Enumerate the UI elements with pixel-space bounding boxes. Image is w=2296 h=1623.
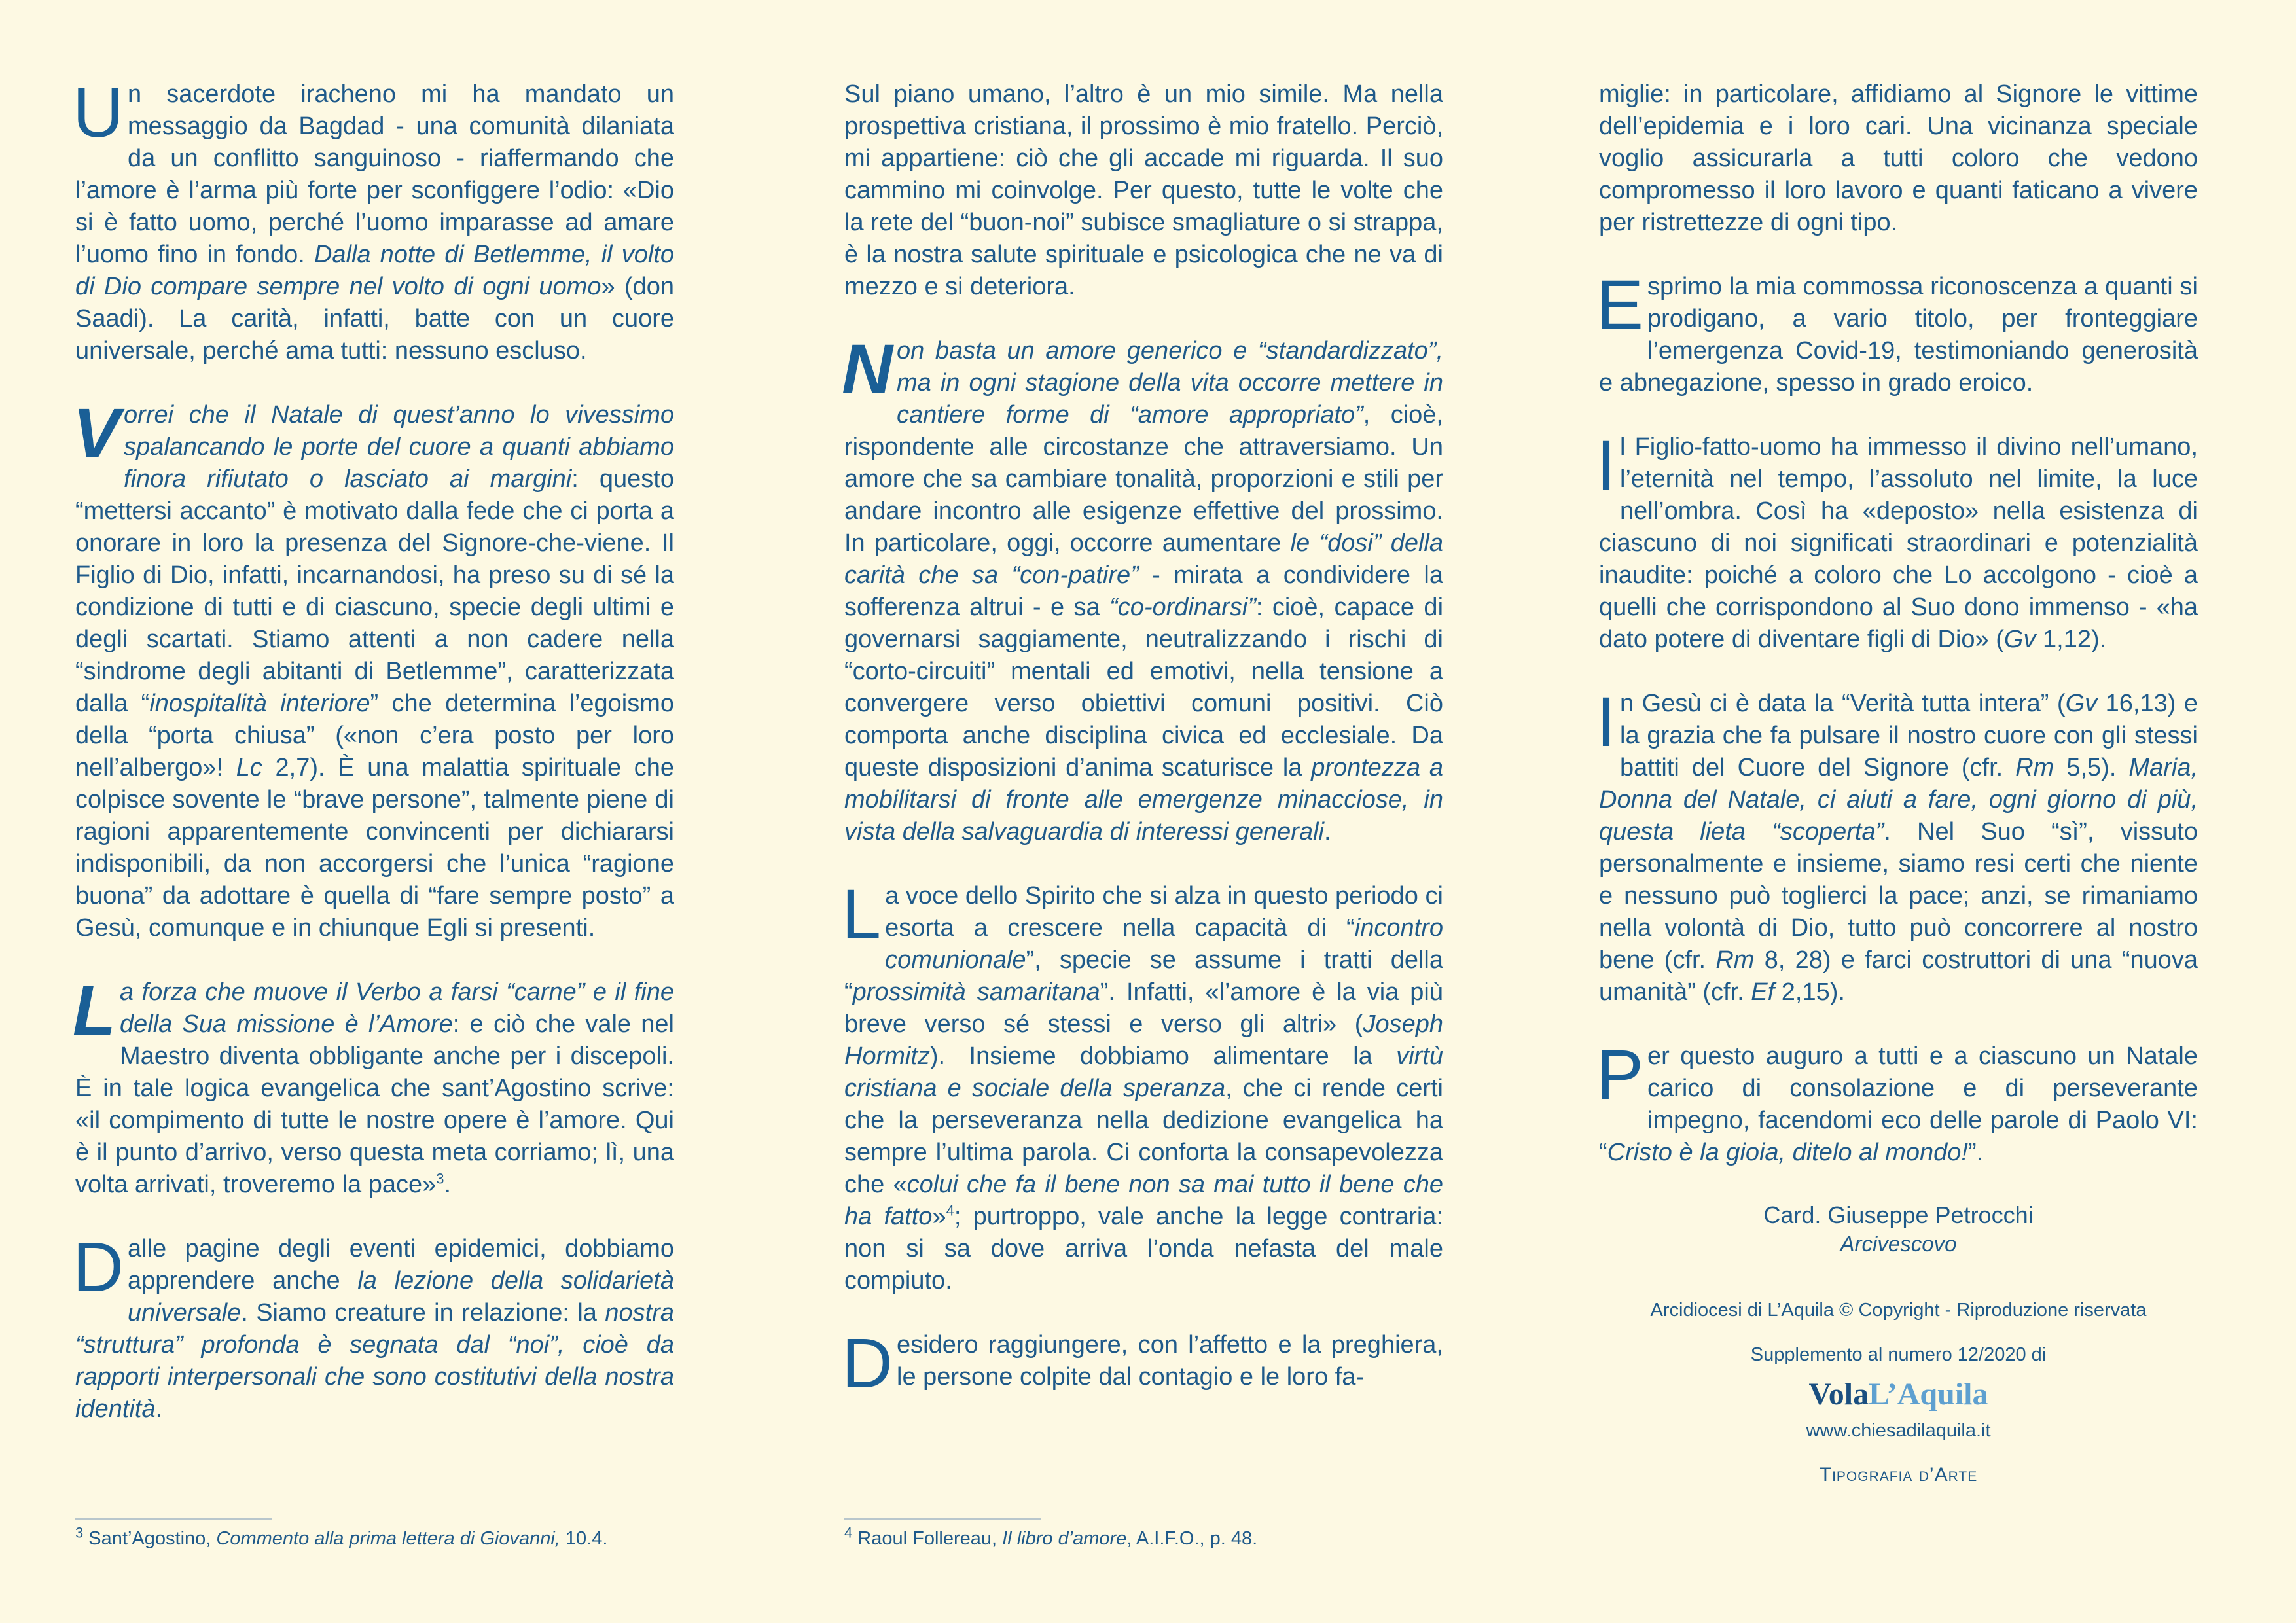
footnote-number: 3 [75, 1524, 84, 1541]
text: 8, 28) e farci costruttori di una “nuova umanità” (cfr. [1599, 946, 2198, 1006]
drop-cap: U [73, 73, 124, 152]
drop-cap: E [1596, 265, 1644, 344]
text: : questo “mettersi accanto” è motivato dalla fede che ci porta a onorare in loro la presenza del Signore-che-viene. Il Figlio di Dio, infatti, incarnandosi, ha preso su di sé la condizione di tutti e di ciascuno, specie degli ultimi e degli scartati. Stiamo attenti a non cadere nella “sindrome degli abitanti di Betlemme”, caratterizzata dalla “ [75, 465, 674, 717]
italic-text: Cristo è la gioia, ditelo al mondo! [1607, 1139, 1968, 1166]
italic-text: Commento alla prima lettera di Giovanni, [216, 1528, 560, 1549]
text: , che ci rende certi che la perseveranza nella dedizione evangelica ha sempre l’ultima parola. Ci conforta la consapevolezza che « [844, 1075, 1443, 1198]
footnote-ref[interactable]: 3 [436, 1170, 444, 1187]
italic-text: incontro comunionale [885, 914, 1443, 974]
signature-block [1599, 1201, 2198, 1258]
printer-credit: Tipografia d’Arte [1819, 1464, 1978, 1486]
italic-text: Il libro d’amore [1002, 1528, 1127, 1549]
logo-part-2: L’Aquila [1869, 1377, 1988, 1412]
drop-cap: N [842, 329, 893, 408]
text: 1,12). [2036, 626, 2107, 653]
text: alle pagine degli eventi epidemici, dobbiamo apprendere anche [128, 1235, 674, 1294]
italic-text: nostra “struttura” profonda è segnata dal “noi”, cioè da rapporti interpersonali che sono costitutivi della nostra identità [75, 1299, 674, 1423]
paragraph [1596, 1035, 2198, 1169]
text: , cioè, rispondente alle circostanze che attraversiamo. Un amore che sa cambiare tonalità, proporzioni e stili per andare incontro alle esigenze effettive del prossimo. In particolare, oggi, occorre aumentare [844, 401, 1443, 557]
text: . Nel Suo “sì”, vissuto personalmente e insieme, siamo resi certi che niente e nessuno può toglierci la pace; anzi, se rimaniamo nella volontà di Dio, tutto può concorrere al nostro bene (cfr. [1599, 818, 2198, 974]
text: : e ciò che vale nel Maestro diventa obbligante anche per i discepoli. È in tale logica evangelica che sant’Agostino scrive: «il compimento di tutte le nostre opere è l’amore. Qui è il punto d’arrivo, verso questa meta corriamo; lì, una volta arrivati, troveremo la pace» [75, 1010, 674, 1198]
text: Raoul Follereau, [852, 1528, 1003, 1549]
text: . Siamo creature in relazione: la [241, 1299, 605, 1327]
supplement-notice: Supplemento al numero 12/2020 di [1750, 1344, 2047, 1365]
text: er questo auguro a tutti e a ciascuno un Natale carico di consolazione e di perseverante impegno, facendomi eco delle parole di Paolo VI: “ [1599, 1043, 2198, 1166]
column-1 [73, 73, 675, 1457]
text: esidero raggiungere, con l’affetto e la preghiera, le persone colpite dal contagio e le loro fa- [897, 1331, 1443, 1391]
footnote-ref[interactable]: 4 [946, 1202, 954, 1219]
drop-cap: P [1596, 1035, 1644, 1114]
drop-cap: D [842, 1323, 893, 1402]
text: a voce dello Spirito che si alza in questo periodo ci esorta a crescere nella capacità di “ [885, 882, 1443, 942]
italic-text: Dalla notte di Betlemme, il volto di Dio compare sempre nel volto di ogni uomo [75, 241, 674, 300]
signature-title: Arcivescovo [1840, 1232, 1957, 1256]
paragraph [1599, 79, 2198, 239]
text: 2,15). [1774, 978, 1845, 1006]
italic-text: orrei che il Natale di quest’anno lo vivessimo spalancando le porte del cuore a quanti abbiamo finora rifiutato o lasciato ai margini [124, 401, 674, 493]
italic-text: prossimità samaritana [852, 978, 1100, 1006]
drop-cap: I [1596, 682, 1617, 761]
text: ”. Infatti, «l’amore è la via più breve verso sé stessi e verso gli altri» ( [844, 978, 1444, 1038]
text: ). Insieme dobbiamo alimentare la [929, 1043, 1397, 1070]
drop-cap: V [73, 393, 120, 473]
text: - mirata a condividere la sofferenza altrui - e sa [844, 562, 1443, 621]
column-2 [844, 79, 1443, 1425]
text: l Figlio-fatto-uomo ha immesso il divino nell’umano, l’eternità nel tempo, l’assoluto nel limite, la luce nell’ombra. Così ha «deposto» nella esistenza di ciascuno di noi significati straordinari e potenzialità inaudite: poiché a coloro che Lo accolgono - cioè a quelli che corrispondono al Suo dono immenso - «ha dato potere di diventare figli di Dio» ( [1599, 433, 2198, 653]
copyright-notice: Arcidiocesi di L’Aquila © Copyright - Riproduzione riservata [1650, 1300, 2147, 1321]
italic-text: Rm [1715, 946, 1755, 974]
paragraph [73, 393, 675, 944]
paragraph [844, 79, 1443, 303]
logo-part-1: Vola [1808, 1377, 1869, 1412]
text: 2,7). È una malattia spirituale che colpisce sovente le “brave persone”, talmente piene di ragioni apparentemente convincenti per dichiararsi indisponibili, da non accorgersi che l’unica “ragione buona” da adottare è quella di “fare sempre posto” a Gesù, comunque e in chiunque Egli si presenti. [75, 754, 675, 942]
footnote-divider [75, 1518, 272, 1520]
text: 16,13) e la grazia che fa pulsare il nostro cuore con gli stessi battiti del Cuore del Signore (cfr. [1620, 690, 2198, 781]
text: Sul piano umano, l’altro è un mio simile. Ma nella prospettiva cristiana, il prossimo è mio fratello. Perciò, mi appartiene: ciò che gli accade mi riguarda. Il suo cammino mi coinvolge. Per questo, tutte le volte che la rete del “buon-noi” subisce smagliature o si strappa, è la nostra salute spirituale e psicologica che ne va di mezzo e si deteriora. [844, 80, 1443, 300]
paragraph [73, 971, 674, 1201]
paragraph [1596, 425, 2198, 656]
logo-wrapper [1599, 1376, 2198, 1413]
text: . [155, 1395, 163, 1423]
italic-text: on basta un amore generico e “standardizzato”, ma in ogni stagione della vita occorre mettere in cantiere forme di “amore appropriato” [897, 337, 1443, 429]
text: . [1323, 818, 1331, 846]
text: ”, specie se assume i tratti della “ [844, 946, 1443, 1006]
italic-text: Ef [1751, 978, 1775, 1006]
text: » [932, 1203, 946, 1230]
paragraph [1596, 265, 2198, 399]
text: , A.I.F.O., p. 48. [1126, 1528, 1258, 1549]
drop-cap: I [1596, 425, 1617, 505]
text: 10.4. [560, 1528, 608, 1549]
text: . [444, 1171, 452, 1198]
italic-text: prontezza a mobilitarsi di fronte alle emergenze minacciose, in vista della salvaguardia di interessi generali [844, 754, 1443, 846]
italic-text: Maria, Donna del Natale, ci aiuti a fare, ogni giorno di più, questa lieta “scoperta” [1599, 754, 2198, 846]
italic-text: Rm [2015, 754, 2054, 781]
paragraph [73, 73, 674, 367]
text: n sacerdote iracheno mi ha mandato un messaggio da Bagdad - una comunità dilaniata da un conflitto sanguinoso - riaffermando che l’amore è l’arma più forte per sconfiggere l’odio: «Dio si è fatto uomo, perché l’uomo imparasse ad amare l’uomo fino in fondo. [75, 80, 674, 268]
signature-name: Card. Giuseppe Petrocchi [1763, 1202, 2034, 1228]
italic-text: le “dosi” della carità che sa “con-patire” [844, 529, 1443, 589]
text: » (don Saadi). La carità, infatti, batte con un cuore universale, perché ama tutti: nessuno escluso. [75, 273, 674, 365]
italic-text: virtù cristiana e sociale della speranza [844, 1043, 1443, 1102]
italic-text: Lc [236, 754, 262, 781]
drop-cap: L [73, 971, 116, 1050]
text: ” che determina l’egoismo della “porta chiusa” («non c’era posto per loro nell’albergo»! [75, 690, 675, 781]
text: Sant’Agostino, [83, 1528, 217, 1549]
footnote-divider [844, 1518, 1041, 1520]
vola-laquila-logo[interactable] [1809, 1376, 1988, 1413]
paragraph [73, 1227, 675, 1425]
paragraph [1596, 682, 2198, 1008]
text: n Gesù ci è data la “Verità tutta intera” ( [1620, 690, 2066, 717]
paragraph [842, 1323, 1443, 1402]
italic-text: inospitalità interiore [149, 690, 370, 717]
footnote-3 [75, 1524, 608, 1550]
website-link[interactable]: www.chiesadilaquila.it [1806, 1420, 1991, 1441]
text: : cioè, capace di governarsi saggiamente, neutralizzando i rischi di “corto-circuiti” mentali ed emotivi, nella tensione a convergere verso obiettivi comuni positivi. Ciò comporta anche disciplina civica ed ecclesiale. Da queste disposizioni d’anima scaturisce la [844, 594, 1444, 781]
italic-text: Gv [2003, 626, 2036, 653]
text: miglie: in particolare, affidiamo al Signore le vittime dell’epidemia e i loro cari. Una vicinanza speciale voglio assicurarla a tutti coloro che vedono compromesso il loro lavoro e quanti faticano a vivere per ristrettezze di ogni tipo. [1599, 80, 2198, 236]
italic-text: “co-ordinarsi” [1109, 594, 1256, 621]
text: 5,5). [2054, 754, 2129, 781]
italic-text: Gv [2065, 690, 2098, 717]
italic-text: Joseph Hormitz [844, 1010, 1443, 1070]
text: ; purtroppo, vale anche la legge contraria: non si sa dove arriva l’onda nefasta del male compiuto. [844, 1203, 1443, 1294]
drop-cap: D [73, 1227, 124, 1306]
italic-text: a forza che muove il Verbo a farsi “carne” e il fine della Sua missione è l’Amore [119, 978, 674, 1038]
italic-text: colui che fa il bene non sa mai tutto il bene che ha fatto [844, 1171, 1443, 1230]
footnote-number: 4 [844, 1524, 853, 1541]
column-3 [1596, 79, 2198, 1488]
italic-text: la lezione della solidarietà universale [128, 1267, 675, 1327]
paragraph [842, 874, 1444, 1297]
paragraph [842, 329, 1444, 848]
drop-cap: L [842, 874, 882, 954]
text: sprimo la mia commossa riconoscenza a quanti si prodigano, a vario titolo, per fronteggiare l’emergenza Covid-19, testimoniando generosità e abnegazione, spesso in grado eroico. [1599, 273, 2198, 397]
text: ”. [1967, 1139, 1984, 1166]
footnote-4 [844, 1524, 1258, 1550]
